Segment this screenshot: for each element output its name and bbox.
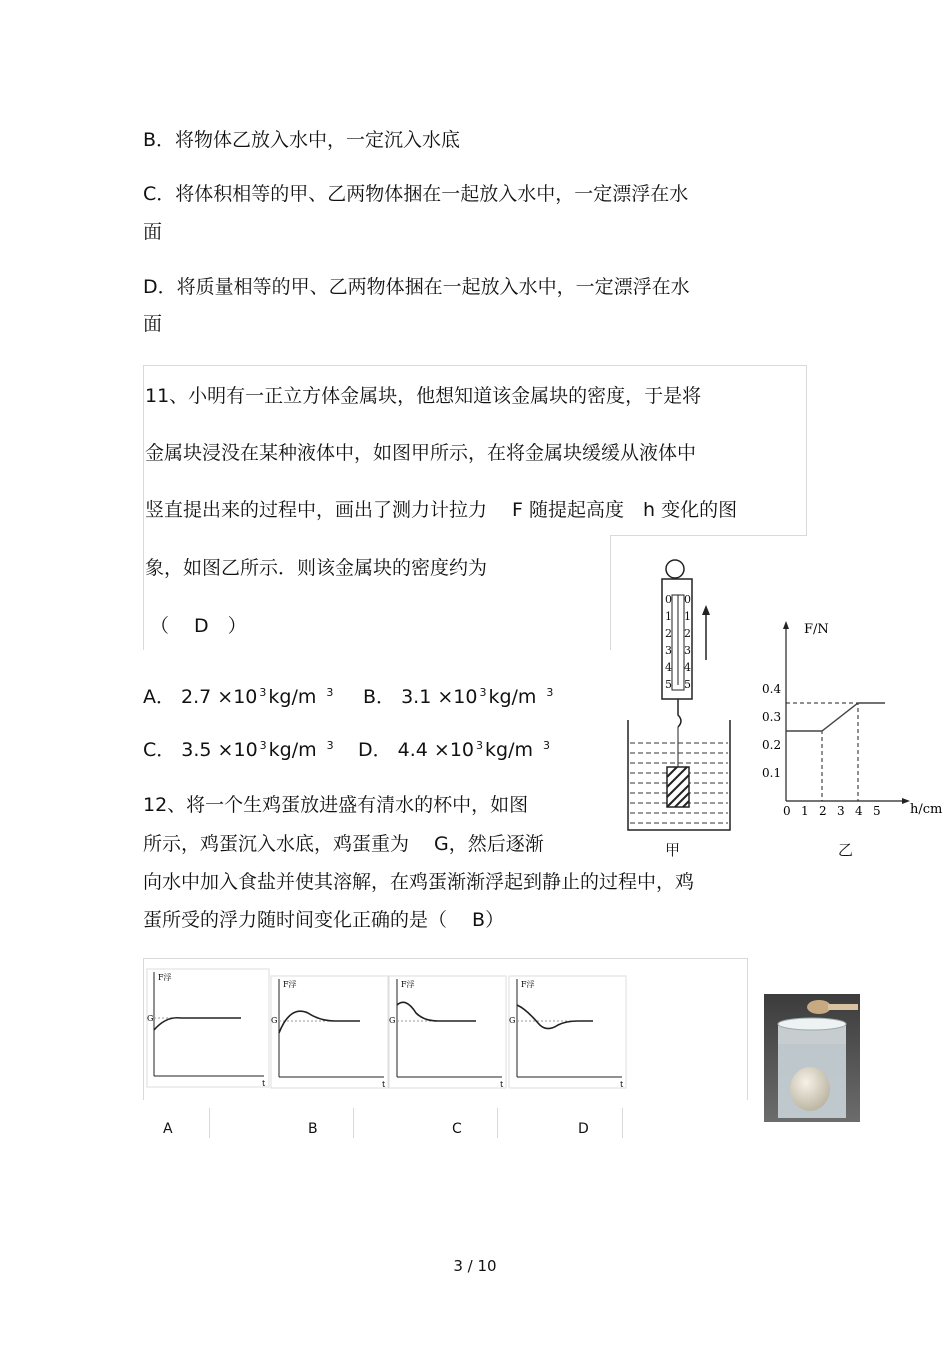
q11-line2: 金属块浸没在某种液体中，如图甲所示，在将金属块缓缓从液体中: [145, 442, 697, 464]
f-h-series-line: [786, 703, 885, 731]
option-b: B．将物体乙放入水中，一定沉入水底: [143, 129, 461, 151]
scale-left-1: 1: [665, 610, 672, 623]
q11-option-b: B． 3.1 ×10 $^3$ kg/m $^3$: [363, 686, 554, 708]
graph-a-curve: [154, 1018, 241, 1030]
q11-line4: 象，如图乙所示．则该金属块的密度约为: [145, 557, 488, 579]
graph-d-g-label: G: [509, 1016, 516, 1025]
q11-box-right: [806, 365, 807, 535]
q11-box-step: [610, 535, 807, 536]
graph-c: [388, 975, 508, 1091]
graph-d: [508, 975, 628, 1091]
x-tick-2: 2: [819, 804, 827, 818]
graph-b-frame: [271, 976, 388, 1088]
graph-c-t-label: t: [500, 1080, 504, 1089]
x-tick-3: 3: [837, 804, 845, 818]
graph-d-frame: [509, 976, 626, 1088]
graph-c-g-label: G: [389, 1016, 396, 1025]
graph-d-label: D: [578, 1121, 589, 1137]
option-c-line1: C．将体积相等的甲、乙两物体捆在一起放入水中，一定漂浮在水: [143, 183, 689, 205]
y-tick-0.1: 0.1: [762, 766, 782, 780]
graph-a-label: A: [163, 1121, 173, 1137]
option-c-line2: 面: [143, 221, 163, 243]
q12-sep-1: [209, 1108, 210, 1138]
graph-b-g-label: G: [271, 1016, 278, 1025]
graph-a: [146, 968, 271, 1090]
y-tick-0.4: 0.4: [762, 682, 782, 696]
graph-b: [270, 975, 390, 1091]
figure-jia-label: 甲: [665, 841, 681, 859]
q12-box-top: [143, 958, 748, 959]
scale-left-0: 0: [665, 593, 672, 606]
scale-right-1: 1: [684, 610, 691, 623]
graph-a-frame: [147, 969, 269, 1087]
graph-b-curve: [279, 1011, 360, 1033]
graph-a-t-label: t: [262, 1079, 266, 1088]
figure-yi-label: 乙: [838, 841, 854, 859]
scale-right-0: 0: [684, 593, 691, 606]
q12-sep-3: [497, 1108, 498, 1138]
scale-right-2: 2: [684, 627, 691, 640]
q12-sep-4: [622, 1108, 623, 1138]
q11-box-left: [143, 365, 144, 650]
figure-jia-spring-scale: [620, 555, 740, 860]
q12-line1: 12、将一个生鸡蛋放进盛有清水的杯中，如图: [143, 794, 529, 816]
graph-a-y-label: F浮: [158, 973, 172, 982]
option-d-line1: D．将质量相等的甲、乙两物体捆在一起放入水中，一定漂浮在水: [143, 276, 690, 298]
q12-line3: 向水中加入食盐并使其溶解，在鸡蛋渐渐浮起到静止的过程中，鸡: [143, 871, 695, 893]
x-tick-5: 5: [873, 804, 881, 818]
option-d-line2: 面: [143, 313, 163, 335]
graph-d-t-label: t: [620, 1080, 624, 1089]
q11-box-top: [143, 365, 807, 366]
figure-yi-graph: [760, 615, 945, 825]
scale-left-4: 4: [665, 661, 672, 674]
graph-c-y-label: F浮: [401, 980, 415, 989]
graph-d-y-label: F浮: [521, 980, 535, 989]
q12-line4: 蛋所受的浮力随时间变化正确的是（ B）: [143, 909, 505, 931]
q11-answer: （ D ）: [150, 615, 247, 637]
graph-b-y-label: F浮: [283, 980, 297, 989]
graph-c-curve: [397, 1002, 476, 1021]
scale-right-4: 4: [684, 661, 691, 674]
q12-box-left: [143, 958, 144, 1100]
y-axis-label: F/N: [804, 622, 829, 637]
scale-left-2: 2: [665, 627, 672, 640]
page-number: 3 / 10: [453, 1257, 497, 1275]
q12-box-right: [747, 958, 748, 1100]
guide-line-0: [786, 731, 822, 801]
q11-line3: 竖直提出来的过程中，画出了测力计拉力 F 随提起高度 h 变化的图: [145, 499, 738, 521]
x-tick-1: 1: [801, 804, 809, 818]
graph-d-curve: [517, 1005, 593, 1029]
scale-right-5: 5: [684, 678, 691, 691]
q11-option-d: D． 4.4 ×10 $^3$ kg/m $^3$: [358, 739, 551, 761]
q11-option-a: A． 2.7 ×10 $^3$ kg/m $^3$: [143, 686, 334, 708]
x-axis-arrow: [902, 798, 910, 804]
x-axis-label: h/cm: [910, 802, 943, 817]
graph-b-label: B: [308, 1121, 318, 1137]
egg-in-glass-image: [764, 994, 860, 1122]
graph-c-label: C: [452, 1121, 462, 1137]
graph-c-frame: [389, 976, 506, 1088]
scale-left-3: 3: [665, 644, 672, 657]
x-tick-0: 0: [783, 804, 791, 818]
scale-left-5: 5: [665, 678, 672, 691]
q12-sep-2: [353, 1108, 354, 1138]
x-tick-4: 4: [855, 804, 863, 818]
scale-right-3: 3: [684, 644, 691, 657]
graph-a-g-label: G: [147, 1014, 154, 1023]
q11-box-step-left: [610, 535, 611, 650]
graph-b-t-label: t: [382, 1080, 386, 1089]
y-axis-arrow: [783, 621, 789, 629]
y-tick-0.3: 0.3: [762, 710, 782, 724]
q11-line1: 11、小明有一正立方体金属块，他想知道该金属块的密度，于是将: [145, 385, 702, 407]
q12-line2: 所示，鸡蛋沉入水底，鸡蛋重为 G，然后逐渐: [143, 833, 544, 855]
y-tick-0.2: 0.2: [762, 738, 782, 752]
q11-option-c: C． 3.5 ×10 $^3$ kg/m $^3$: [143, 739, 334, 761]
